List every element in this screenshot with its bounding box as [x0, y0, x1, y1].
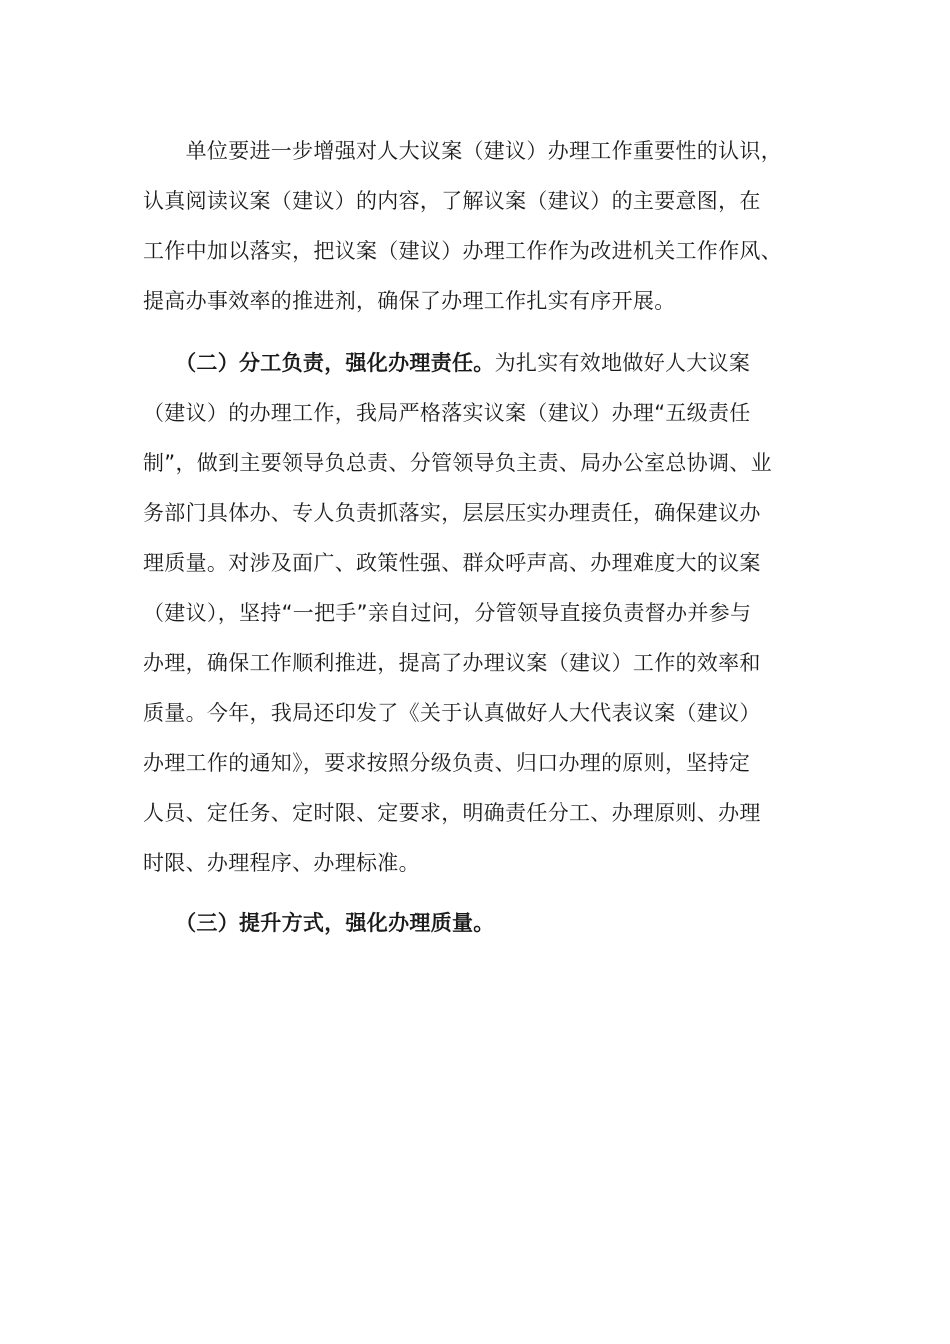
text-line: 办理工作的通知》，要求按照分级负责、归口办理的原则，坚持定 — [143, 751, 751, 775]
text-line: 理质量。对涉及面广、政策性强、群众呼声高、办理难度大的议案 — [143, 551, 761, 575]
text-line: 认真阅读议案（建议）的内容，了解议案（建议）的主要意图，在 — [143, 189, 761, 213]
text-line: 办理，确保工作顺利推进，提高了办理议案（建议）工作的效率和 — [143, 651, 761, 675]
text-line — [143, 338, 823, 388]
section-heading-two: （二）分工负责，强化办理责任。 — [143, 351, 495, 375]
text-line: （建议），坚持“一把手”亲自过问，分管领导直接负责督办并参与 — [143, 601, 752, 625]
text-line: 单位要进一步增强对人大议案（建议）办理工作重要性的认识， — [143, 139, 782, 163]
text-line: 制”，做到主要领导负总责、分管领导负主责、局办公室总协调、业 — [143, 451, 772, 475]
text-line: 人员、定任务、定时限、定要求，明确责任分工、办理原则、办理 — [143, 801, 761, 825]
text-line-rest: 为扎实有效地做好人大议案 — [494, 351, 751, 375]
text-line: 工作中加以落实，把议案（建议）办理工作作为改进机关工作作风、 — [143, 239, 782, 263]
text-line: （建议）的办理工作，我局严格落实议案（建议）办理“五级责任 — [143, 401, 751, 425]
text-line: 提高办事效率的推进剂，确保了办理工作扎实有序开展。 — [143, 289, 676, 313]
text-line: 时限、办理程序、办理标准。 — [143, 851, 420, 875]
text-line: 务部门具体办、专人负责抓落实，层层压实办理责任，确保建议办 — [143, 501, 761, 525]
paragraph-division-of-responsibility — [143, 338, 823, 888]
paragraph-improve-methods — [143, 898, 823, 948]
paragraph-awareness — [143, 126, 823, 326]
text-line: 质量。今年，我局还印发了《关于认真做好人大代表议案（建议） — [143, 701, 761, 725]
section-heading-three: （三）提升方式，强化办理质量。 — [143, 911, 495, 935]
